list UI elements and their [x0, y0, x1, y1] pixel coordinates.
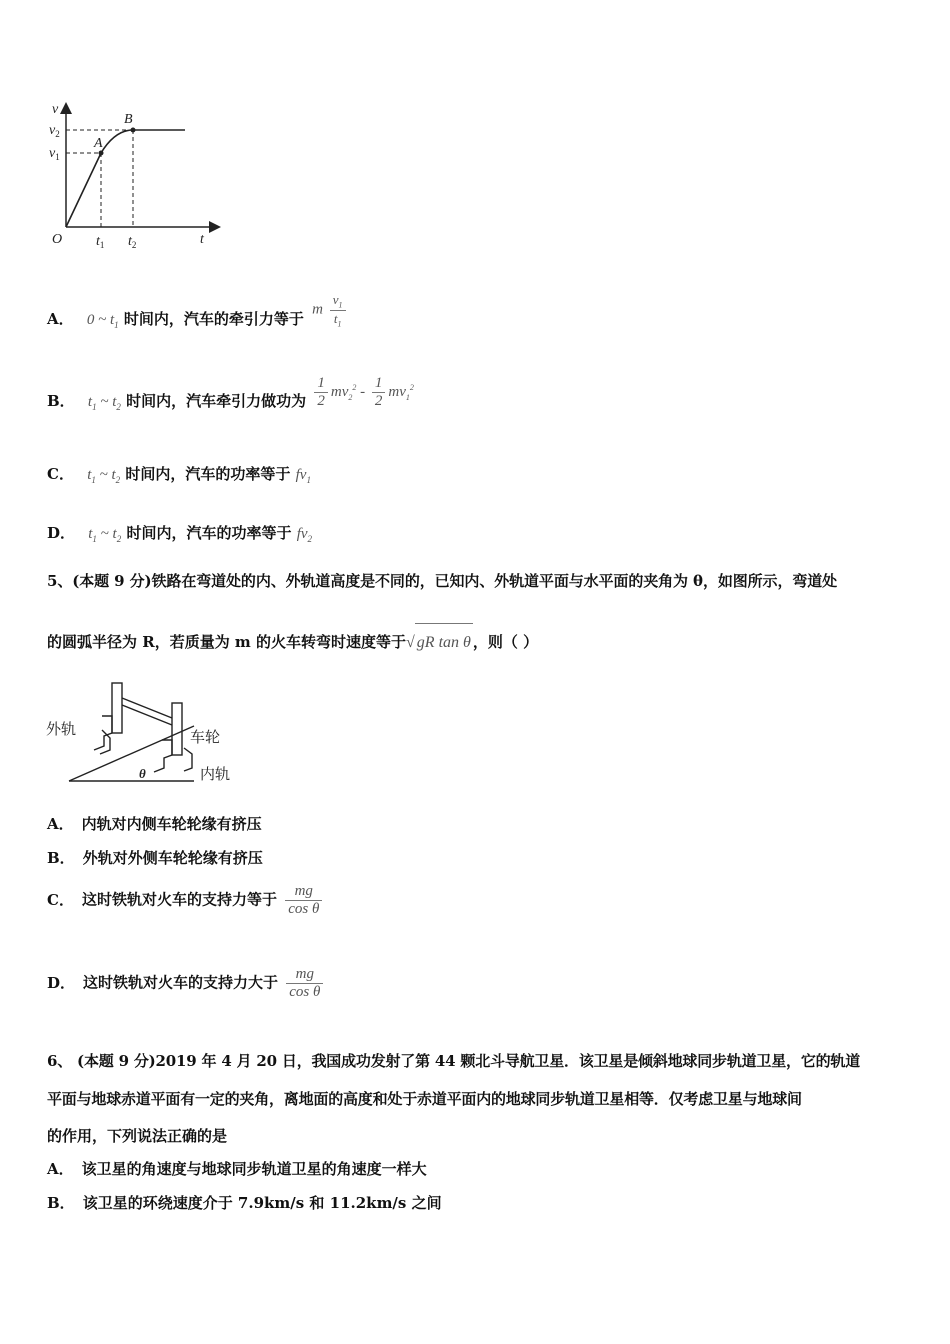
option-label: C．: [47, 890, 74, 909]
q4-option-c[interactable]: [47, 463, 311, 485]
option-label: B．: [47, 849, 75, 867]
q5-option-b[interactable]: [47, 847, 263, 868]
incline-line: [69, 726, 194, 781]
vt-graph: [40, 95, 230, 255]
q6-option-a[interactable]: [47, 1158, 427, 1179]
option-text: 外轨对外侧车轮轮缘有挤压: [82, 849, 263, 867]
option-label: C．: [47, 465, 74, 483]
formula-fv2: $fv_2$: [296, 526, 313, 544]
v-axis-label: v: [52, 102, 59, 117]
t1-sub: 1: [99, 240, 105, 250]
option-text: 这时铁轨对火车的支持力大于: [83, 973, 279, 992]
t2-sub: 2: [131, 240, 137, 250]
q4-option-b[interactable]: [47, 375, 414, 420]
q5-stem-line2: 的圆弧半径为 R，若质量为 m 的火车转弯时速度等于√ gR tan θ ，则（ ）: [47, 623, 538, 662]
q5-option-c[interactable]: [47, 883, 325, 918]
option-text: 内轨对内侧车轮轮缘有挤压: [81, 815, 262, 833]
option-label: A．: [47, 310, 74, 329]
inner-rail-label: 内轨: [200, 765, 231, 783]
t-axis-label: t: [200, 232, 204, 247]
origin-label: O: [52, 232, 63, 247]
svg-text:t1: [96, 234, 104, 250]
option-text: 这时铁轨对火车的支持力等于: [81, 890, 277, 909]
sqrt-formula: √ gR tan θ: [406, 634, 473, 651]
q6-stem-line2: 平面与地球赤道平面有一定的夹角，离地面的高度和处于赤道平面内的地球同步轨道卫星相等．仅考虑卫星与地球间: [47, 1090, 802, 1108]
q4-option-a[interactable]: [47, 292, 352, 338]
option-label: D．: [47, 524, 76, 542]
fraction-mg-cos: $\frac{mg}{\text{cos θ}}$: [286, 966, 323, 1001]
q6-option-b[interactable]: [47, 1192, 442, 1213]
option-text: 时间内，汽车的功率等于: [126, 524, 292, 542]
rail-figure: [44, 678, 244, 788]
t2-label: t: [128, 234, 132, 249]
outer-rail-label: 外轨: [46, 720, 77, 738]
option-text: 时间内，汽车的牵引力等于: [123, 310, 304, 329]
formula-fv1: $fv_1$: [295, 467, 311, 485]
angle-label: θ: [139, 766, 146, 781]
option-text: 该卫星的环绕速度介于 7.9km/s 和 11.2km/s 之间: [82, 1194, 442, 1212]
formula-m-v1-t1: m $\frac{v_1}{t_1}$: [312, 292, 348, 328]
wheel-label: 车轮: [190, 728, 221, 746]
point-a-label: A: [94, 136, 103, 151]
point-a-dot: [99, 151, 104, 156]
option-text: 该卫星的角速度与地球同步轨道卫星的角速度一样大: [81, 1160, 427, 1178]
velocity-curve: [66, 130, 185, 227]
svg-text:v2: [49, 123, 60, 139]
option-label: A．: [47, 815, 74, 833]
q5-option-d[interactable]: [47, 966, 326, 1001]
q5-option-a[interactable]: [47, 813, 262, 834]
point-b-dot: [131, 128, 136, 133]
svg-text:t2: [128, 234, 136, 250]
point-b-label: B: [124, 112, 133, 127]
v1-sub: 1: [55, 152, 60, 162]
option-label: A．: [47, 1160, 74, 1178]
fraction-mg-cos: $\frac{mg}{\text{cos θ}}$: [285, 883, 322, 918]
option-text: 时间内，汽车的功率等于: [125, 465, 291, 483]
option-label: D．: [47, 973, 76, 992]
svg-text:v1: [49, 146, 60, 162]
v1-label: v: [49, 146, 56, 161]
q4-option-d[interactable]: [47, 522, 312, 544]
q5-stem-line1: 5、(本题 9 分)铁路在弯道处的内、外轨道高度是不同的，已知内、外轨道平面与水平面的夹角为 θ，如图所示，弯道处: [47, 572, 838, 590]
q6-stem-line3: 的作用，下列说法正确的是: [47, 1127, 228, 1145]
option-label: B．: [47, 391, 75, 410]
v2-label: v: [49, 123, 56, 138]
option-text: 时间内，汽车牵引力做功为: [126, 391, 307, 410]
time-range: $t_1$ ~ $t_2$: [87, 467, 121, 485]
q6-stem-line1: 6、 (本题 9 分)2019 年 4 月 20 日，我国成功发射了第 44 颗北斗导航卫星．该卫星是倾斜地球同步轨道卫星，它的轨道: [47, 1052, 861, 1070]
time-range: $t_1$ ~ $t_2$: [87, 393, 121, 412]
t1-label: t: [96, 234, 100, 249]
time-range: 0 ~ $t_1$: [86, 312, 119, 331]
formula-work: $\frac{1}{2}$ $mv_2^2$ - $\frac{1}{2}$ $mv_1^2$: [311, 384, 414, 400]
time-range: $t_1$ ~ $t_2$: [88, 526, 122, 544]
v2-sub: 2: [55, 129, 60, 139]
option-label: B．: [47, 1194, 75, 1212]
